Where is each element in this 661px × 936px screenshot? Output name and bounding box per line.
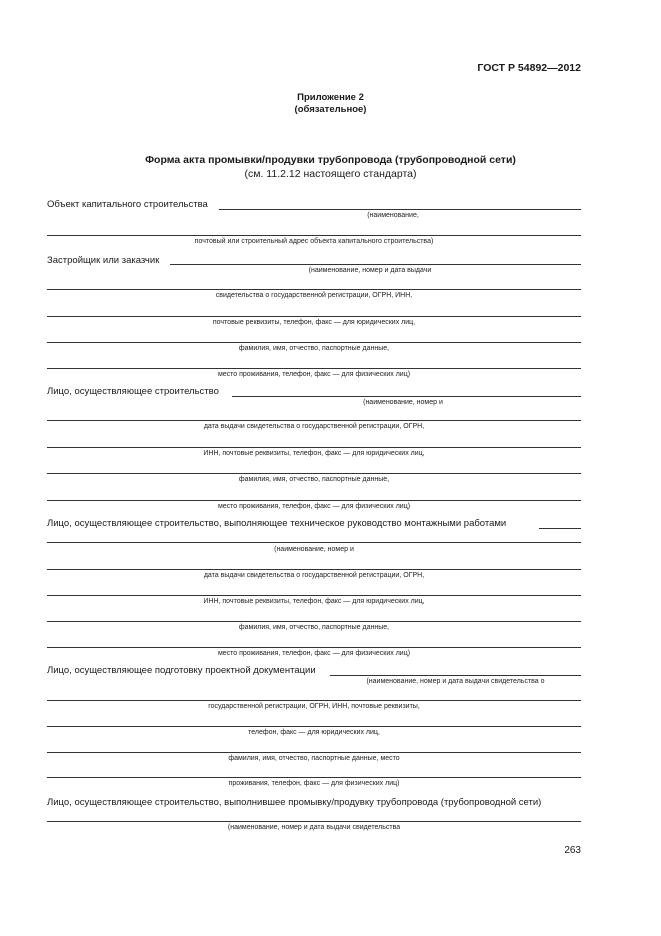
- field-line[interactable]: [47, 752, 581, 753]
- appendix-title: Приложение 2: [297, 92, 364, 103]
- field-line[interactable]: [47, 621, 581, 622]
- field-flusher-line[interactable]: [47, 821, 581, 822]
- field-line[interactable]: [47, 569, 581, 570]
- field-line[interactable]: [47, 473, 581, 474]
- caption: дата выдачи свидетельства о государственной регистрации, ОГРН,: [203, 423, 425, 430]
- field-line[interactable]: [47, 447, 581, 448]
- field-line[interactable]: [47, 316, 581, 317]
- caption: проживания, телефон, факс — для физических лиц): [228, 780, 400, 787]
- caption: ИНН, почтовые реквизиты, телефон, факс — для юридических лиц,: [203, 450, 425, 457]
- caption: почтовые реквизиты, телефон, факс — для юридических лиц,: [212, 319, 416, 326]
- caption: фамилия, имя, отчество, паспортные данные,: [238, 476, 390, 483]
- field-line[interactable]: [47, 647, 581, 648]
- caption: почтовый или строительный адрес объекта капитального строительства): [194, 238, 434, 245]
- caption: телефон, факс — для юридических лиц,: [248, 729, 380, 736]
- field-developer-line[interactable]: [170, 264, 581, 265]
- caption: фамилия, имя, отчество, паспортные данные,: [238, 345, 390, 352]
- form-title: Форма акта промывки/продувки трубопровода (трубопроводной сети): [145, 154, 516, 166]
- standard-number: ГОСТ Р 54892—2012: [477, 62, 581, 74]
- caption: место проживания, телефон, факс — для физических лиц): [217, 650, 411, 657]
- field-line[interactable]: [47, 500, 581, 501]
- label-developer: Застройщик или заказчик: [47, 255, 160, 266]
- field-line[interactable]: [47, 420, 581, 421]
- caption: место проживания, телефон, факс — для физических лиц): [217, 503, 411, 510]
- field-line[interactable]: [47, 542, 581, 543]
- field-line[interactable]: [47, 700, 581, 701]
- caption: (наименование,: [367, 212, 419, 219]
- field-line[interactable]: [47, 368, 581, 369]
- caption: ИНН, почтовые реквизиты, телефон, факс — для юридических лиц,: [203, 598, 425, 605]
- field-designer-line[interactable]: [330, 675, 581, 676]
- label-flusher: Лицо, осуществляющее строительство, выполнившее промывку/продувку трубопровода (трубопроводной сети): [47, 797, 542, 808]
- field-object-line[interactable]: [219, 209, 581, 210]
- caption: фамилия, имя, отчество, паспортные данные,: [238, 624, 390, 631]
- caption: государственной регистрации, ОГРН, ИНН, почтовые реквизиты,: [208, 703, 420, 710]
- caption: (наименование, номер и дата выдачи: [308, 267, 432, 274]
- field-builder-line[interactable]: [232, 396, 581, 397]
- field-tech-supervisor-line[interactable]: [539, 528, 581, 529]
- field-line[interactable]: [47, 777, 581, 778]
- field-line[interactable]: [47, 595, 581, 596]
- label-tech-supervisor: Лицо, осуществляющее строительство, выполняющее техническое руководство монтажными работами: [47, 518, 507, 529]
- caption: фамилия, имя, отчество, паспортные данные, место: [228, 755, 400, 762]
- label-builder: Лицо, осуществляющее строительство: [47, 386, 219, 397]
- form-subtitle: (см. 11.2.12 настоящего стандарта): [244, 168, 417, 180]
- caption: (наименование, номер и дата выдачи свидетельства: [227, 824, 401, 831]
- field-line[interactable]: [47, 289, 581, 290]
- label-designer: Лицо, осуществляющее подготовку проектной документации: [47, 665, 316, 676]
- caption: свидетельства о государственной регистрации, ОГРН, ИНН,: [215, 292, 413, 299]
- caption: (наименование, номер и дата выдачи свидетельства о: [366, 678, 545, 685]
- page-number: 263: [564, 845, 581, 856]
- caption: место проживания, телефон, факс — для физических лиц): [217, 371, 411, 378]
- caption: (наименование, номер и: [363, 399, 443, 406]
- field-line[interactable]: [47, 726, 581, 727]
- caption: дата выдачи свидетельства о государственной регистрации, ОГРН,: [203, 572, 425, 579]
- field-line[interactable]: [47, 235, 581, 236]
- field-line[interactable]: [47, 342, 581, 343]
- caption: (наименование, номер и: [274, 546, 354, 553]
- label-object: Объект капитального строительства: [47, 199, 208, 210]
- appendix-note: (обязательное): [294, 104, 367, 115]
